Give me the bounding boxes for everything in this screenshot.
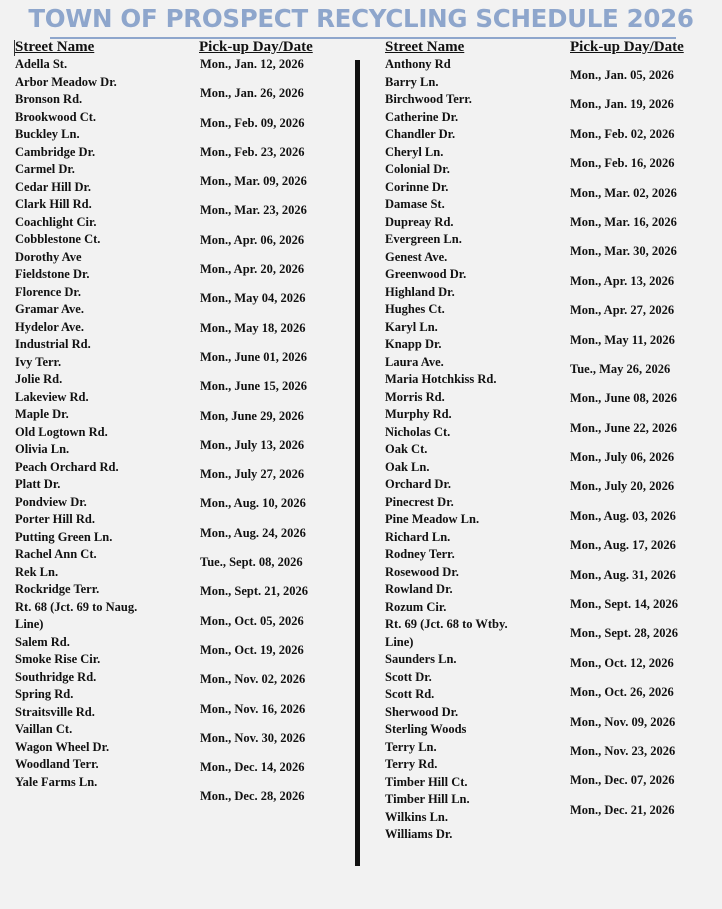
- street-name: Timber Hill Ct.: [385, 774, 468, 789]
- street-name: Clark Hill Rd.: [15, 197, 92, 211]
- pickup-date: Mon., July 06, 2026: [570, 450, 675, 465]
- street-name: Olivia Ln.: [15, 442, 70, 456]
- right-date-header: Pick-up Day/Date: [570, 39, 684, 55]
- street-name: Terry Rd.: [385, 757, 438, 771]
- street-name: Smoke Rise Cir.: [15, 652, 101, 666]
- street-name: Bronson Rd.: [15, 92, 83, 106]
- street-name: Karyl Ln.: [385, 319, 438, 334]
- pickup-date: Mon., May 11, 2026: [570, 332, 675, 347]
- street-name: Scott Rd.: [385, 687, 435, 701]
- pickup-date: Mon., Aug. 31, 2026: [570, 567, 676, 582]
- street-name: Highland Dr.: [385, 284, 455, 299]
- pickup-date: Mon., Apr. 27, 2026: [570, 303, 675, 318]
- street-name: Rosewood Dr.: [385, 564, 459, 579]
- pickup-date: Mon., Feb. 23, 2026: [200, 144, 305, 159]
- street-name: Chandler Dr.: [385, 127, 456, 141]
- street-name: Line): [15, 617, 44, 631]
- street-name: Greenwood Dr.: [385, 267, 467, 281]
- street-name: Woodland Terr.: [15, 757, 99, 771]
- street-name: Cheryl Ln.: [385, 144, 444, 159]
- pickup-date: Mon., Jan. 12, 2026: [200, 57, 304, 71]
- street-name: Line): [385, 634, 414, 649]
- right-street-list: [385, 56, 508, 844]
- pickup-date: Mon., Aug. 03, 2026: [570, 508, 676, 523]
- street-name: Ivy Terr.: [15, 354, 62, 369]
- pickup-date: Mon., Mar. 16, 2026: [570, 214, 677, 229]
- pickup-date: Mon., Oct. 19, 2026: [200, 642, 304, 657]
- street-name: Oak Ln.: [385, 459, 430, 474]
- street-name: Rek Ln.: [15, 564, 59, 579]
- left-date-header: Pick-up Day/Date: [199, 39, 313, 55]
- pickup-date: Mon., Aug. 17, 2026: [570, 538, 676, 553]
- street-name: Oak Ct.: [385, 442, 428, 456]
- pickup-date: Mon., Feb. 09, 2026: [200, 115, 305, 130]
- street-name: Cambridge Dr.: [15, 144, 96, 159]
- pickup-date: Mon., Feb. 02, 2026: [570, 126, 675, 141]
- right-street-header: Street Name: [385, 39, 465, 55]
- pickup-date: Mon., Jan. 26, 2026: [200, 86, 304, 101]
- street-name: Timber Hill Ln.: [385, 792, 470, 806]
- street-name: Rodney Terr.: [385, 547, 455, 561]
- street-name: Laura Ave.: [385, 354, 444, 369]
- street-name: Platt Dr.: [15, 477, 61, 491]
- street-name: Rt. 69 (Jct. 68 to Wtby.: [385, 617, 508, 631]
- street-name: Rt. 68 (Jct. 69 to Naug.: [15, 599, 138, 614]
- pickup-date: Mon., Mar. 30, 2026: [570, 244, 677, 259]
- street-name: Damase St.: [385, 197, 445, 211]
- street-name: Cedar Hill Dr.: [15, 179, 92, 194]
- left-street-list: [15, 56, 137, 791]
- street-name: Salem Rd.: [15, 634, 70, 649]
- street-name: Brookwood Ct.: [15, 109, 97, 124]
- street-name: Catherine Dr.: [385, 109, 459, 124]
- street-name: Rachel Ann Ct.: [15, 547, 97, 561]
- street-name: Scott Dr.: [385, 669, 432, 684]
- street-name: Genest Ave.: [385, 249, 448, 264]
- pickup-date: Mon., Sept. 21, 2026: [200, 584, 308, 599]
- pickup-date: Mon., Mar. 09, 2026: [200, 174, 307, 189]
- street-name: Dorothy Ave: [15, 249, 82, 264]
- street-name: Murphy Rd.: [385, 407, 452, 421]
- pickup-date: Mon., Apr. 13, 2026: [570, 273, 675, 288]
- street-name: Florence Dr.: [15, 284, 81, 299]
- street-name: Saunders Ln.: [385, 652, 457, 666]
- pickup-date: Mon., Nov. 09, 2026: [570, 714, 676, 729]
- street-name: Adella St.: [15, 57, 68, 71]
- street-name: Maria Hotchkiss Rd.: [385, 372, 497, 386]
- pickup-date: Mon., Oct. 05, 2026: [200, 613, 304, 628]
- street-name: Corinne Dr.: [385, 179, 449, 194]
- street-name: Lakeview Rd.: [15, 389, 89, 404]
- street-name: Orchard Dr.: [385, 477, 451, 491]
- street-name: Buckley Ln.: [15, 127, 80, 141]
- street-name: Maple Dr.: [15, 407, 69, 421]
- street-name: Straitsville Rd.: [15, 704, 95, 719]
- street-name: Spring Rd.: [15, 687, 74, 701]
- pickup-date: Mon., July 20, 2026: [570, 479, 675, 494]
- pickup-date: Mon, June 29, 2026: [200, 408, 304, 423]
- column-divider: [355, 60, 360, 866]
- street-name: Southridge Rd.: [15, 669, 97, 684]
- street-name: Sherwood Dr.: [385, 704, 459, 719]
- street-name: Evergreen Ln.: [385, 232, 462, 246]
- street-name: Richard Ln.: [385, 529, 451, 544]
- street-name: Gramar Ave.: [15, 302, 84, 316]
- street-name: Colonial Dr.: [385, 162, 450, 176]
- street-name: Wagon Wheel Dr.: [15, 739, 110, 754]
- street-name: Hughes Ct.: [385, 302, 445, 316]
- pickup-date: Mon., Nov. 16, 2026: [200, 701, 306, 716]
- pickup-date: Mon., July 13, 2026: [200, 437, 305, 452]
- street-name: Rozum Cir.: [385, 599, 447, 614]
- street-name: Yale Farms Ln.: [15, 774, 98, 789]
- street-name: Putting Green Ln.: [15, 529, 113, 544]
- pickup-date: Mon., Apr. 06, 2026: [200, 232, 305, 247]
- street-name: Terry Ln.: [385, 739, 437, 754]
- pickup-date: Mon., Aug. 10, 2026: [200, 496, 306, 511]
- pickup-date: Mon., Mar. 23, 2026: [200, 203, 307, 218]
- pickup-date: Mon., June 22, 2026: [570, 420, 677, 435]
- pickup-date: Mon., May 04, 2026: [200, 291, 306, 306]
- pickup-date: Mon., Sept. 28, 2026: [570, 626, 678, 641]
- pickup-date: Mon., Apr. 20, 2026: [200, 262, 305, 277]
- street-name: Industrial Rd.: [15, 337, 91, 351]
- pickup-date: Mon., Jan. 19, 2026: [570, 97, 674, 112]
- street-name: Peach Orchard Rd.: [15, 459, 119, 474]
- pickup-date: Mon., Dec. 21, 2026: [570, 802, 675, 817]
- street-name: Knapp Dr.: [385, 337, 442, 351]
- pickup-date: Mon., June 08, 2026: [570, 391, 677, 406]
- pickup-date: Mon., Nov. 23, 2026: [570, 743, 676, 758]
- right-date-list: [570, 67, 678, 831]
- street-name: Porter Hill Rd.: [15, 512, 95, 526]
- pickup-date: Mon., Dec. 28, 2026: [200, 789, 305, 804]
- street-name: Dupreay Rd.: [385, 214, 454, 229]
- pickup-date: Mon., Aug. 24, 2026: [200, 525, 306, 540]
- street-name: Old Logtown Rd.: [15, 424, 108, 439]
- pickup-date: Mon., June 15, 2026: [200, 379, 307, 394]
- street-name: Arbor Meadow Dr.: [15, 74, 117, 89]
- pickup-date: Mon., Oct. 26, 2026: [570, 685, 674, 700]
- pickup-date: Mon., Feb. 16, 2026: [570, 156, 675, 171]
- street-name: Rockridge Terr.: [15, 582, 100, 596]
- street-name: Wilkins Ln.: [385, 809, 449, 824]
- street-name: Sterling Woods: [385, 722, 467, 736]
- street-name: Carmel Dr.: [15, 162, 75, 176]
- street-name: Williams Dr.: [385, 827, 453, 841]
- street-name: Anthony Rd: [385, 57, 451, 71]
- street-name: Cobblestone Ct.: [15, 232, 101, 246]
- street-name: Pondview Dr.: [15, 494, 87, 509]
- street-name: Morris Rd.: [385, 389, 445, 404]
- pickup-date: Mon., Dec. 14, 2026: [200, 760, 305, 775]
- street-name: Nicholas Ct.: [385, 424, 451, 439]
- pickup-date: Mon., Mar. 02, 2026: [570, 185, 677, 200]
- left-date-list: [200, 56, 308, 818]
- street-name: Vaillan Ct.: [15, 722, 73, 736]
- pickup-date: Tue., May 26, 2026: [570, 361, 671, 376]
- street-name: Rowland Dr.: [385, 582, 453, 596]
- left-street-header: Street Name: [15, 39, 95, 55]
- pickup-date: Mon., June 01, 2026: [200, 349, 307, 364]
- street-name: Hydelor Ave.: [15, 319, 84, 334]
- pickup-date: Mon., Sept. 14, 2026: [570, 597, 678, 612]
- pickup-date: Mon., Dec. 07, 2026: [570, 773, 675, 788]
- street-name: Birchwood Terr.: [385, 92, 472, 106]
- pickup-date: Mon., May 18, 2026: [200, 320, 306, 335]
- pickup-date: Mon., Nov. 30, 2026: [200, 730, 306, 745]
- pickup-date: Mon., Jan. 05, 2026: [570, 68, 674, 82]
- pickup-date: Mon., Oct. 12, 2026: [570, 655, 674, 670]
- street-name: Fieldstone Dr.: [15, 267, 90, 281]
- pickup-date: Mon., July 27, 2026: [200, 467, 305, 482]
- pickup-date: Tue., Sept. 08, 2026: [200, 555, 303, 570]
- pickup-date: Mon., Nov. 02, 2026: [200, 672, 306, 687]
- street-name: Barry Ln.: [385, 74, 439, 89]
- page-title: TOWN OF PROSPECT RECYCLING SCHEDULE 2026: [28, 4, 694, 33]
- street-name: Coachlight Cir.: [15, 214, 97, 229]
- street-name: Pinecrest Dr.: [385, 494, 454, 509]
- street-name: Jolie Rd.: [15, 372, 63, 386]
- street-name: Pine Meadow Ln.: [385, 512, 480, 526]
